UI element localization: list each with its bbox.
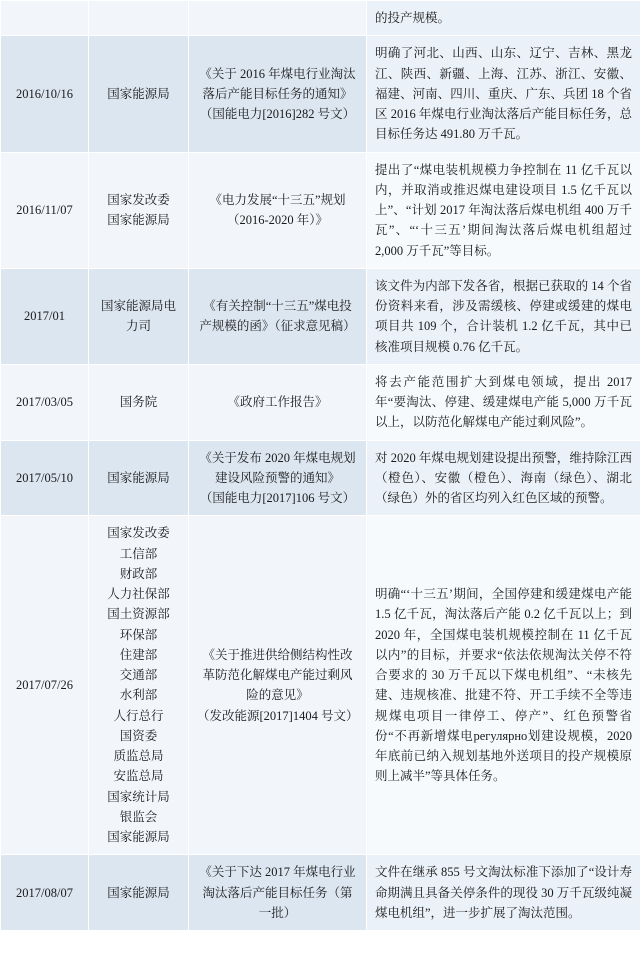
table-row bbox=[1, 36, 640, 152]
issuing-organization-line: 国家统计局 bbox=[107, 789, 170, 804]
document-title bbox=[189, 36, 367, 152]
issuing-organization-line: 国家能源局 bbox=[107, 213, 170, 228]
document-title bbox=[189, 364, 367, 440]
document-title-line: 《关于发布 2020 年煤电规划建设风险预警的通知》 bbox=[199, 450, 356, 485]
document-title-line: 《关于下达 2017 年煤电行业淘汰落后产能目标任务（第一批） bbox=[199, 865, 356, 920]
issuing-organization-line: 国家能源局 bbox=[107, 470, 170, 485]
issuing-organization-line: 国家能源局 bbox=[107, 830, 170, 844]
document-title bbox=[189, 268, 367, 364]
issuing-organization-line: 质监总局 bbox=[113, 749, 164, 763]
policy-description: 将去产能范围扩大到煤电领域，提出 2017 年“要淘汰、停建、缓建煤电产能 5,000 万千瓦以上，以防范化解煤电产能过剩风险”。 bbox=[367, 364, 640, 440]
document-title bbox=[189, 855, 367, 931]
policy-date-line: 2017/08/07 bbox=[16, 885, 73, 900]
issuing-organization bbox=[89, 152, 189, 268]
policy-date bbox=[1, 440, 89, 516]
document-title-line: 《关于 2016 年煤电行业淘汰落后产能目标任务的通知》 bbox=[199, 66, 356, 101]
policy-description: 的投产规模。 bbox=[367, 1, 640, 36]
policy-description: 该文件为内部下发各省，根据已获取的 14 个省份资料来看，涉及需缓核、停建或缓建的煤电项目共 109 个，合计装机 1.2 亿千瓦，其中已核准项目规模 0.76 亿千瓦。 bbox=[367, 268, 640, 364]
issuing-organization bbox=[89, 516, 189, 855]
document-title-line: 《政府工作报告》 bbox=[227, 395, 328, 409]
policy-date bbox=[1, 364, 89, 440]
issuing-organization-line: 工信部 bbox=[119, 546, 158, 561]
table-row bbox=[1, 855, 640, 931]
document-title bbox=[189, 440, 367, 516]
policy-date-line: 2017/07/26 bbox=[16, 678, 73, 693]
policy-description: 对 2020 年煤电规划建设提出预警，维持除江西（橙色）、安徽（橙色）、海南（绿色）、湖北（绿色）外的省区均列入红色区域的预警。 bbox=[367, 440, 640, 516]
policy-date-line: 2016/11/07 bbox=[16, 203, 73, 217]
issuing-organization-line: 国家发改委 bbox=[107, 192, 170, 207]
document-title-line: 《关于推进供给侧结构性改革防范化解煤电产能过剩风险的意见》 bbox=[202, 647, 353, 703]
table-row bbox=[1, 440, 640, 516]
issuing-organization bbox=[89, 36, 189, 152]
document-title-line: （发改能源[2017]1404 号文） bbox=[197, 708, 359, 723]
issuing-organization bbox=[89, 440, 189, 516]
issuing-organization-line: 人行总行 bbox=[113, 708, 164, 723]
issuing-organization bbox=[89, 364, 189, 440]
issuing-organization bbox=[89, 1, 189, 36]
issuing-organization-line: 国家能源局 bbox=[107, 885, 170, 900]
policy-date bbox=[1, 1, 89, 36]
document-title bbox=[189, 1, 367, 36]
policy-date-line: 2017/03/05 bbox=[16, 395, 73, 409]
issuing-organization-line: 国土资源部 bbox=[107, 607, 170, 622]
policy-date-line: 2017/01 bbox=[24, 309, 65, 324]
issuing-organization-line: 国务院 bbox=[119, 395, 158, 409]
policy-description: 明确了河北、山西、山东、辽宁、吉林、黑龙江、陕西、新疆、上海、江苏、浙江、安徽、福建、河南、四川、重庆、广东、兵团 18 个省区 2016 年煤电行业淘汰落后产能目标任务，总目标任务达 491.80 万千瓦。 bbox=[367, 36, 640, 152]
policy-date bbox=[1, 855, 89, 931]
issuing-organization bbox=[89, 268, 189, 364]
policy-date bbox=[1, 36, 89, 152]
issuing-organization-line: 国家能源局 bbox=[107, 86, 170, 101]
table-row bbox=[1, 268, 640, 364]
table-row bbox=[1, 516, 640, 855]
policy-date bbox=[1, 516, 89, 855]
policy-description: 文件在继承 855 号文淘汰标准下添加了“设计寿命期满且具备关停条件的现役 30 万千瓦级纯凝煤电机组”，进一步扩展了淘汰范围。 bbox=[367, 855, 640, 931]
issuing-organization-line: 财政部 bbox=[119, 566, 158, 581]
issuing-organization-line: 水利部 bbox=[119, 688, 158, 703]
issuing-organization-line: 国家发改委 bbox=[107, 526, 170, 541]
document-title-line: （国能电力[2016]282 号文） bbox=[199, 107, 356, 121]
document-title-line: 《有关控制“十三五”煤电投产规模的函》（征求意见稿） bbox=[199, 299, 356, 334]
table-row bbox=[1, 364, 640, 440]
document-title-line: 《电力发展“十三五”规划（2016-2020 年）》 bbox=[209, 192, 346, 228]
policy-date bbox=[1, 268, 89, 364]
table-row bbox=[1, 152, 640, 268]
table-row bbox=[1, 1, 640, 36]
issuing-organization-line: 人力社保部 bbox=[107, 587, 170, 601]
table-body bbox=[1, 1, 640, 931]
issuing-organization bbox=[89, 855, 189, 931]
issuing-organization-line: 银监会 bbox=[119, 809, 158, 824]
document-title bbox=[189, 516, 367, 855]
issuing-organization-line: 住建部 bbox=[119, 647, 158, 662]
policy-date-line: 2016/10/16 bbox=[16, 86, 73, 101]
policy-description: 提出了“煤电装机规模力争控制在 11 亿千瓦以内，并取消或推迟煤电建设项目 1.5 亿千瓦以上”、“计划 2017 年淘汰落后煤电机组 400 万千瓦”、“‘十三五’期间淘汰落后煤电机组超过 2,000 万千瓦”等目标。 bbox=[367, 152, 640, 268]
issuing-organization-line: 环保部 bbox=[119, 627, 158, 642]
policy-date bbox=[1, 152, 89, 268]
document-title bbox=[189, 152, 367, 268]
issuing-organization-line: 国家能源局电力司 bbox=[100, 299, 176, 334]
policy-description: 明确“‘十三五’期间，全国停建和缓建煤电产能 1.5 亿千瓦，淘汰落后产能 0.2 亿千瓦以上；到 2020 年，全国煤电装机规模控制在 11 亿千瓦以内”的目标，并要求“依法依规淘汰关停不符合要求的 30 万千瓦以下煤电机组”、“未核先建、违规核准、批建不符、开工手续不全等违规煤电项目一律停工、停产”、红色预警省份“不再新增煤电регулярно划建设规模，2020 年底前已纳入规划基地外送项目的投产规模原则上减半”等具体任务。 bbox=[367, 516, 640, 855]
policy-date-line: 2017/05/10 bbox=[16, 470, 73, 485]
document-title-line: （国能电力[2017]106 号文） bbox=[199, 491, 356, 505]
issuing-organization-line: 安监总局 bbox=[113, 769, 164, 784]
issuing-organization-line: 交通部 bbox=[119, 668, 158, 682]
issuing-organization-line: 国资委 bbox=[119, 728, 158, 743]
